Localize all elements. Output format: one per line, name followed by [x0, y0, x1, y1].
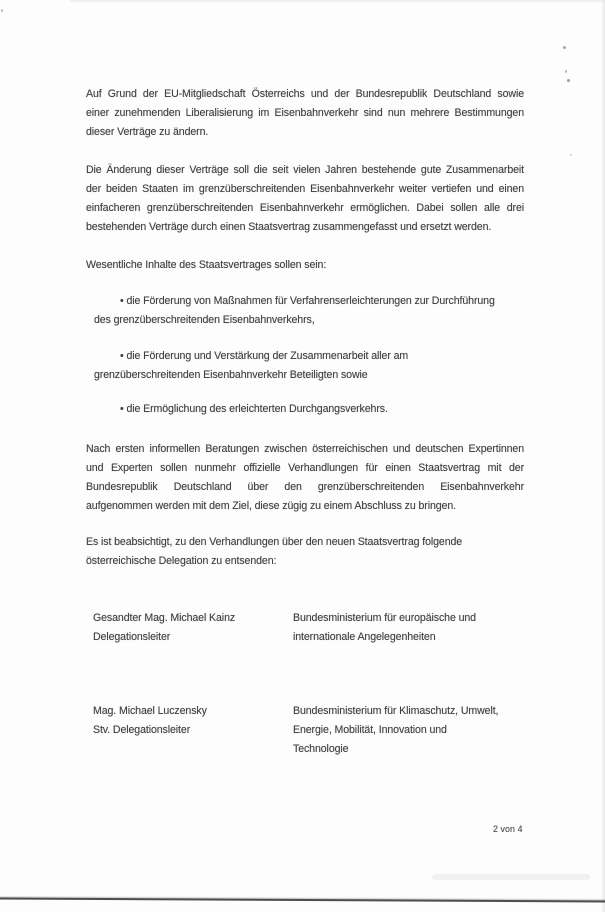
text-line: Bundesministerium für Klimaschutz, Umwelt, [293, 705, 499, 717]
text-line: grenzüberschreitenden Eisenbahnverkehr Beteiligten sowie [94, 369, 368, 381]
text-line: bestehenden Verträge durch einen Staatsvertrag zusammengefasst und ersetzt werden. [86, 221, 492, 233]
paragraph-negotiations [86, 440, 524, 516]
page-top-edge-shadow [70, 0, 605, 3]
text-line: Technologie [293, 743, 349, 755]
text-line: Es ist beabsichtigt, zu den Verhandlungen über den neuen Staatsvertrag folgende [86, 536, 463, 548]
text-line: der beiden Staaten im grenzüberschreitenden Eisenbahnverkehr weiter vertiefen und einen [86, 183, 524, 195]
heading-treaty-contents: Wesentliche Inhalte des Staatsvertrages sollen sein: [86, 259, 327, 271]
text-line: einer zunehmenden Liberalisierung im Eisenbahnverkehr sind nun mehrere Bestimmungen [86, 107, 524, 119]
paragraph-treaty-amendment [86, 161, 524, 237]
delegation-member-name [93, 702, 288, 740]
text-line: des grenzüberschreitenden Eisenbahnverkehrs, [94, 314, 315, 326]
scan-artifact-smudge [432, 874, 590, 880]
text-line: Gesandter Mag. Michael Kainz [93, 612, 236, 624]
text-line: Bundesministerium für europäische und [293, 612, 476, 624]
scan-artifact-speck [567, 79, 570, 82]
text-line: • die Ermöglichung des erleichterten Durchgangsverkehrs. [120, 403, 388, 415]
text-line: Stv. Delegationsleiter [93, 724, 191, 736]
text-line: und Experten sollen nunmehr offizielle Verhandlungen für einen Staatsvertrag mit der [86, 462, 524, 474]
text-line: Die Änderung dieser Verträge soll die seit vielen Jahren bestehende gute Zusammenarbeit [86, 164, 524, 176]
text-line: • die Förderung von Maßnahmen für Verfahrenserleichterungen zur Durchführung [120, 295, 495, 307]
delegation-member-ministry [293, 702, 543, 759]
bullet-item-procedure-facilitation [94, 292, 524, 330]
text-line: Nach ersten informellen Beratungen zwischen österreichischen und deutschen Expertinnen [86, 443, 524, 455]
page-bottom-edge-line [0, 898, 605, 903]
text-line: Bundesrepublik Deutschland über den grenzüberschreitenden Eisenbahnverkehr [86, 481, 524, 493]
delegation-member-name [93, 609, 288, 647]
bullet-item-cooperation [94, 347, 524, 385]
text-line: Auf Grund der EU-Mitgliedschaft Österreichs und der Bundesrepublik Deutschland sowie [86, 88, 524, 100]
delegation-member-ministry [293, 609, 543, 647]
text-line: Mag. Michael Luczensky [93, 705, 207, 717]
text-line: internationale Angelegenheiten [293, 631, 436, 643]
text-line: Energie, Mobilität, Innovation und [293, 724, 447, 736]
text-line: aufgenommen werden mit dem Ziel, diese zügig zu einem Abschluss zu bringen. [86, 500, 456, 512]
scan-artifact-speck [565, 70, 567, 73]
text-line: Delegationsleiter [93, 631, 171, 643]
text-line: einfacheren grenzüberschreitenden Eisenbahnverkehr ermöglichen. Dabei sollen alle drei [86, 202, 524, 214]
page-number: 2 von 4 [493, 824, 523, 834]
scan-artifact-speck [1, 9, 3, 12]
text-line: dieser Verträge zu ändern. [86, 126, 209, 138]
text-line: österreichische Delegation zu entsenden: [86, 555, 277, 567]
scan-artifact-speck [570, 154, 572, 156]
paragraph-eu-membership [86, 85, 524, 142]
page-right-edge-shadow [601, 0, 605, 912]
bullet-item-transit [94, 400, 524, 419]
paragraph-delegation-intro [86, 533, 524, 571]
text-line: • die Förderung und Verstärkung der Zusammenarbeit aller am [120, 350, 409, 362]
scan-artifact-speck [563, 46, 566, 49]
